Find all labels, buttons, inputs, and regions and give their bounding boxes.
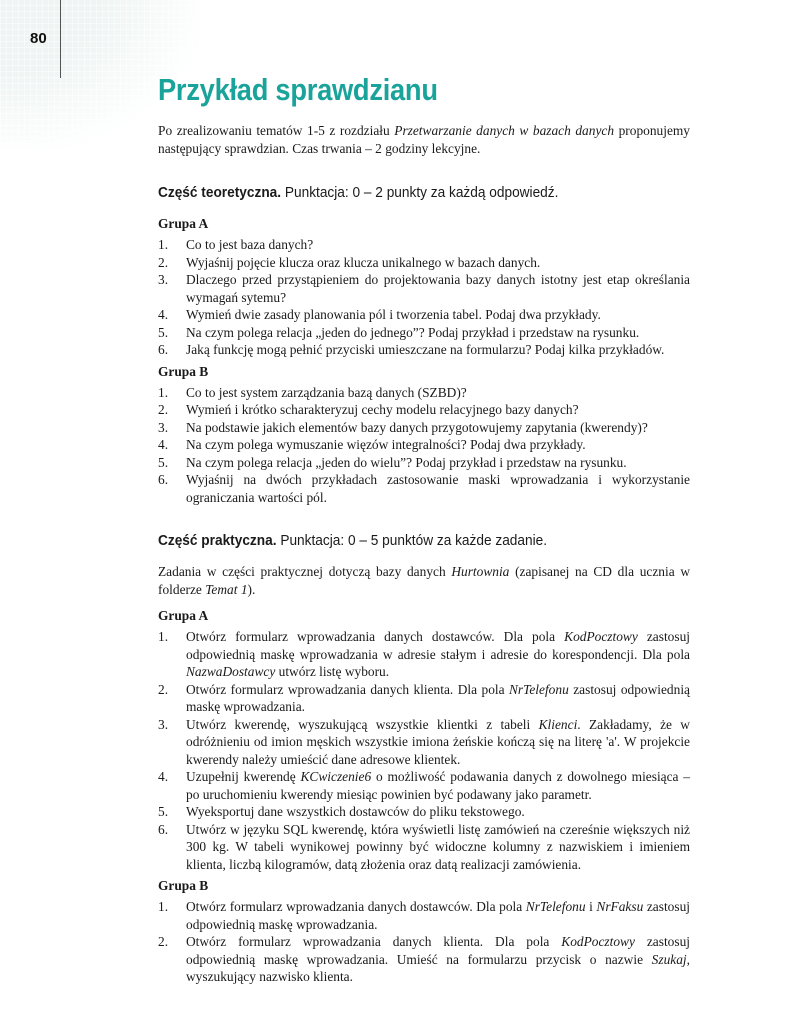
item-number: 3.	[158, 716, 169, 732]
item-text: Co to jest baza danych?	[186, 237, 314, 252]
item-text: Uzupełnij kwerendę	[186, 769, 301, 784]
list-item	[158, 271, 690, 306]
list-item	[158, 628, 690, 681]
field-name: NrTelefonu	[509, 681, 569, 697]
item-number: 2.	[158, 681, 169, 697]
practice-group-a-list	[158, 628, 690, 873]
item-text: Utwórz kwerendę, wyszukującą wszystkie klientki z tabeli	[186, 716, 539, 732]
list-item	[158, 401, 690, 419]
folder-name: Temat 1	[205, 582, 248, 597]
item-number: 1.	[158, 384, 169, 400]
list-item	[158, 933, 690, 986]
theory-heading-scoring: Punktacja: 0 – 2 punkty za każdą odpowiedź.	[281, 184, 559, 201]
list-item	[158, 436, 690, 454]
list-item	[158, 324, 690, 342]
practice-heading-scoring: Punktacja: 0 – 5 punktów za każde zadanie.	[276, 532, 548, 549]
item-number: 3.	[158, 419, 169, 435]
list-item	[158, 419, 690, 437]
item-text: Co to jest system zarządzania bazą danych (SZBD)?	[186, 384, 467, 400]
item-number: 2.	[158, 402, 169, 417]
page-content	[158, 72, 690, 986]
item-text: o możliwość podawania danych z dowolnego miesiąca – po uruchomieniu kwerendy miesiąc powinien być podawany jako parametr.	[186, 769, 691, 802]
item-text: Wymień dwie zasady planowania pól i tworzenia tabel. Podaj dwa przykłady.	[186, 307, 601, 322]
list-item	[158, 454, 690, 472]
list-item	[158, 254, 690, 272]
item-number: 5.	[158, 804, 169, 819]
list-item	[158, 803, 690, 821]
item-number: 6.	[158, 821, 169, 837]
item-text: Wyjaśnij na dwóch przykładach zastosowanie maski wprowadzania i wykorzystanie ograniczania wartości pól.	[186, 472, 690, 505]
theory-group-b-title: Grupa B	[158, 363, 209, 379]
theory-group-a-list	[158, 236, 690, 359]
practice-heading-label: Część praktyczna.	[158, 532, 277, 549]
item-text: Otwórz formularz wprowadzania danych klienta. Dla pola	[186, 934, 562, 949]
header-divider	[60, 0, 61, 78]
practice-intro-text: ).	[247, 582, 256, 597]
item-text: Wyjaśnij pojęcie klucza oraz klucza unikalnego w bazach danych.	[186, 254, 541, 270]
item-text: zastosuj odpowiednią maskę wprowadzania w adresie stałym i adresie do korespondencji. Dla pola	[186, 629, 690, 662]
list-item	[158, 471, 690, 506]
list-item	[158, 384, 690, 402]
practice-intro-text: (zapisanej na CD dla ucznia w folderze	[158, 564, 690, 597]
item-text: Utwórz w języku SQL kwerendę, która wyświetli listę zamówień na czereśnie większych niż 300 kg. W tabeli wynikowej powinny być widoczne kolumny z nazwiskiem i imieniem klienta, liczbą kilogramów, datą złożenia oraz datą realizacji zamówienia.	[186, 821, 690, 872]
item-number: 4.	[158, 437, 169, 452]
intro-paragraph	[158, 122, 690, 158]
item-number: 4.	[158, 307, 169, 322]
item-number: 2.	[158, 254, 169, 270]
practice-heading	[158, 532, 637, 549]
practice-intro	[158, 563, 690, 599]
item-number: 1.	[158, 237, 169, 252]
list-item	[158, 898, 690, 933]
field-name: KodPocztowy	[564, 629, 638, 644]
page-title: Przykład sprawdzianu	[158, 72, 438, 107]
query-name: KCwiczenie6	[300, 769, 372, 784]
item-text: Jaką funkcję mogą pełnić przyciski umieszczane na formularzu? Podaj kilka przykładów.	[186, 342, 665, 357]
list-item	[158, 681, 690, 716]
item-text: zastosuj odpowiednią maskę wprowadzania. Umieść na formularzu przycisk o nazwie	[186, 934, 690, 967]
list-item	[158, 306, 690, 324]
item-text: Wyeksportuj dane wszystkich dostawców do pliku tekstowego.	[186, 804, 525, 819]
list-item	[158, 341, 690, 359]
item-number: 4.	[158, 769, 169, 784]
list-item	[158, 768, 690, 803]
practice-group-a-title: Grupa A	[158, 608, 209, 623]
theory-group-a-title: Grupa A	[158, 216, 209, 231]
item-number: 5.	[158, 324, 169, 340]
field-name: KodPocztowy	[561, 934, 635, 949]
item-text: Otwórz formularz wprowadzania danych klienta. Dla pola	[186, 681, 509, 697]
item-number: 6.	[158, 472, 169, 487]
list-item	[158, 716, 690, 769]
intro-text-end: proponujemy następujący sprawdzian. Czas trwania – 2 godziny lekcyjne.	[158, 123, 691, 156]
item-text: utwórz listę wyboru.	[275, 664, 390, 679]
practice-group-b-list	[158, 898, 690, 986]
item-text: , wyszukujący nazwisko klienta.	[186, 951, 690, 984]
page-number: 80	[30, 30, 47, 47]
item-text: Na czym polega relacja „jeden do jednego”? Podaj przykład i przedstaw na rysunku.	[186, 324, 640, 340]
database-name: Hurtownia	[451, 564, 510, 579]
item-number: 5.	[158, 454, 169, 470]
item-text: zastosuj odpowiednią maskę wprowadzania.	[186, 681, 690, 714]
item-text: zastosuj odpowiednią maskę wprowadzania.	[186, 899, 690, 932]
item-text: . Zakładamy, że w odróżnieniu od imion męskich wszystkie imiona żeńskie kończą się na literę 'a'. W projekcie kwerendy należy umieścić dane adresowe klientek.	[186, 716, 690, 767]
item-number: 1.	[158, 899, 169, 914]
intro-chapter-name: Przetwarzanie danych w bazach danych	[394, 123, 615, 138]
item-text: Na podstawie jakich elementów bazy danych przygotowujemy zapytania (kwerendy)?	[186, 419, 648, 435]
item-number: 2.	[158, 934, 169, 949]
item-text: Na czym polega wymuszanie więzów integralności? Podaj dwa przykłady.	[186, 437, 586, 452]
theory-heading	[158, 184, 637, 201]
practice-intro-text: Zadania w części praktycznej dotyczą bazy danych	[158, 564, 452, 579]
item-text: Otwórz formularz wprowadzania danych dostawców. Dla pola	[186, 899, 526, 914]
list-item	[158, 821, 690, 874]
practice-group-b-title: Grupa B	[158, 878, 209, 893]
field-name: NrFaksu	[596, 899, 644, 914]
intro-text: Po zrealizowaniu tematów 1-5 z rozdziału	[158, 123, 395, 138]
item-number: 6.	[158, 342, 169, 357]
theory-group-b-list	[158, 384, 690, 507]
table-name: Klienci	[538, 716, 578, 732]
theory-heading-label: Część teoretyczna.	[158, 184, 282, 201]
item-text: Wymień i krótko scharakteryzuj cechy modelu relacyjnego bazy danych?	[186, 402, 579, 417]
list-item	[158, 236, 690, 254]
field-name: NrTelefonu	[525, 899, 586, 914]
item-text: Na czym polega relacja „jeden do wielu”? Podaj przykład i przedstaw na rysunku.	[186, 454, 627, 470]
item-text: Dlaczego przed przystąpieniem do projektowania bazy danych istotny jest etap określania wymagań sytemu?	[186, 272, 690, 305]
item-number: 3.	[158, 272, 169, 287]
item-number: 1.	[158, 629, 169, 644]
button-name: Szukaj	[651, 951, 687, 967]
item-text: i	[585, 899, 597, 914]
item-text: Otwórz formularz wprowadzania danych dostawców. Dla pola	[186, 629, 565, 644]
field-name: NazwaDostawcy	[186, 664, 276, 679]
